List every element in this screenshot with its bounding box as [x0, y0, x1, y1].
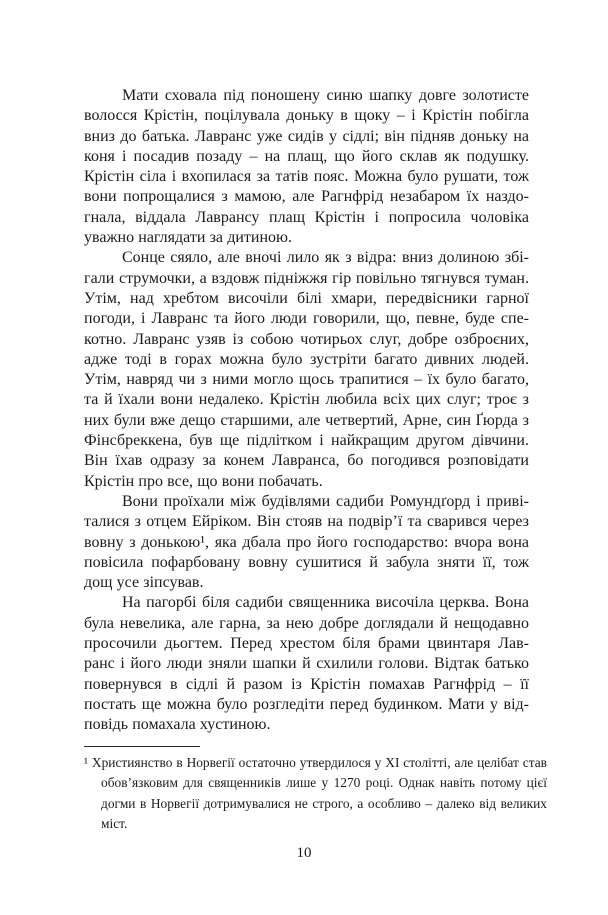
footnote-divider — [84, 746, 200, 747]
footnote: ¹ Християнство в Норвегії остаточно утвердилося у XI столітті, але целібат став обов’язковим для священників лише у 1270 році. Однак навіть потому цієї догми в Норвегії дотримувалися не строго, а особливо – далеко від великих міст. — [84, 755, 547, 832]
text-block — [84, 86, 529, 736]
page-number: 10 — [296, 845, 312, 861]
paragraph-2: Сонце сяяло, але вночі лило як з відра: вниз долиною збігали струмочки, а вздовж підніжжя гір повільно тягнувся туман. Утім, над хребтом височіли білі хмари, передвісники гарної погоди, і Лавранс та його люди говорили, що, певне, буде спекотно. Лавранс узяв із собою чотирьох слуг, добре озброєних, адже тоді в горах можна було зустріти багато дивних людей. Утім, навряд чи з ними могло щось трапитися – їх було багато, та й їхали вони недалеко. Крістін любила всіх цих слуг; троє з них були вже дещо старшими, але четвертий, Арне, син Ґюрда з Фінсбреккена, був ще підлітком і найкращим другом дівчини. Він їхав одразу за конем Лавранса, бо погодився розповідати Крістін про все, що вони побачать. — [84, 249, 529, 490]
paragraph-4: На пагорбі біля садиби священника височіла церква. Вона була невелика, але гарна, за нею добре доглядали й нещодавно просочили дьогтем. Перед хрестом біля брами цвинтаря Лавранс і його люди зняли шапки й схилили голови. Відтак батько повернувся в сідлі й разом із Крістін помахав Рагнфрід – її постать ще можна було розгледіти перед будинком. Мати у відповідь помахала хустиною. — [84, 594, 529, 734]
paragraph-3: Вони проїхали між будівлями садиби Ромундґорд і привіталися з отцем Ейріком. Він стояв на подвір’ї та сварився через вовну з донькою¹, яка дбала про його господарство: вчора вона повісила пофарбовану вовну сушитися й забула зняти її, тож дощ усе зіпсував. — [84, 492, 529, 592]
paragraph-1: Мати сховала під поношену синю шапку довге золотисте волосся Крістін, поцілувала доньку в щоку – і Крістін побігла вниз до батька. Лавранс уже сидів у сідлі; він підняв доньку на коня і посадив позаду – на плащ, що його склав як подушку. Крістін сіла і вхопилася за татів пояс. Можна було рушати, тож вони попрощалися з мамою, але Рагнфрід незабаром їх наздогнала, віддала Лаврансу плащ Крістін і попросила чоловіка уважно наглядати за дитиною. — [84, 87, 529, 247]
